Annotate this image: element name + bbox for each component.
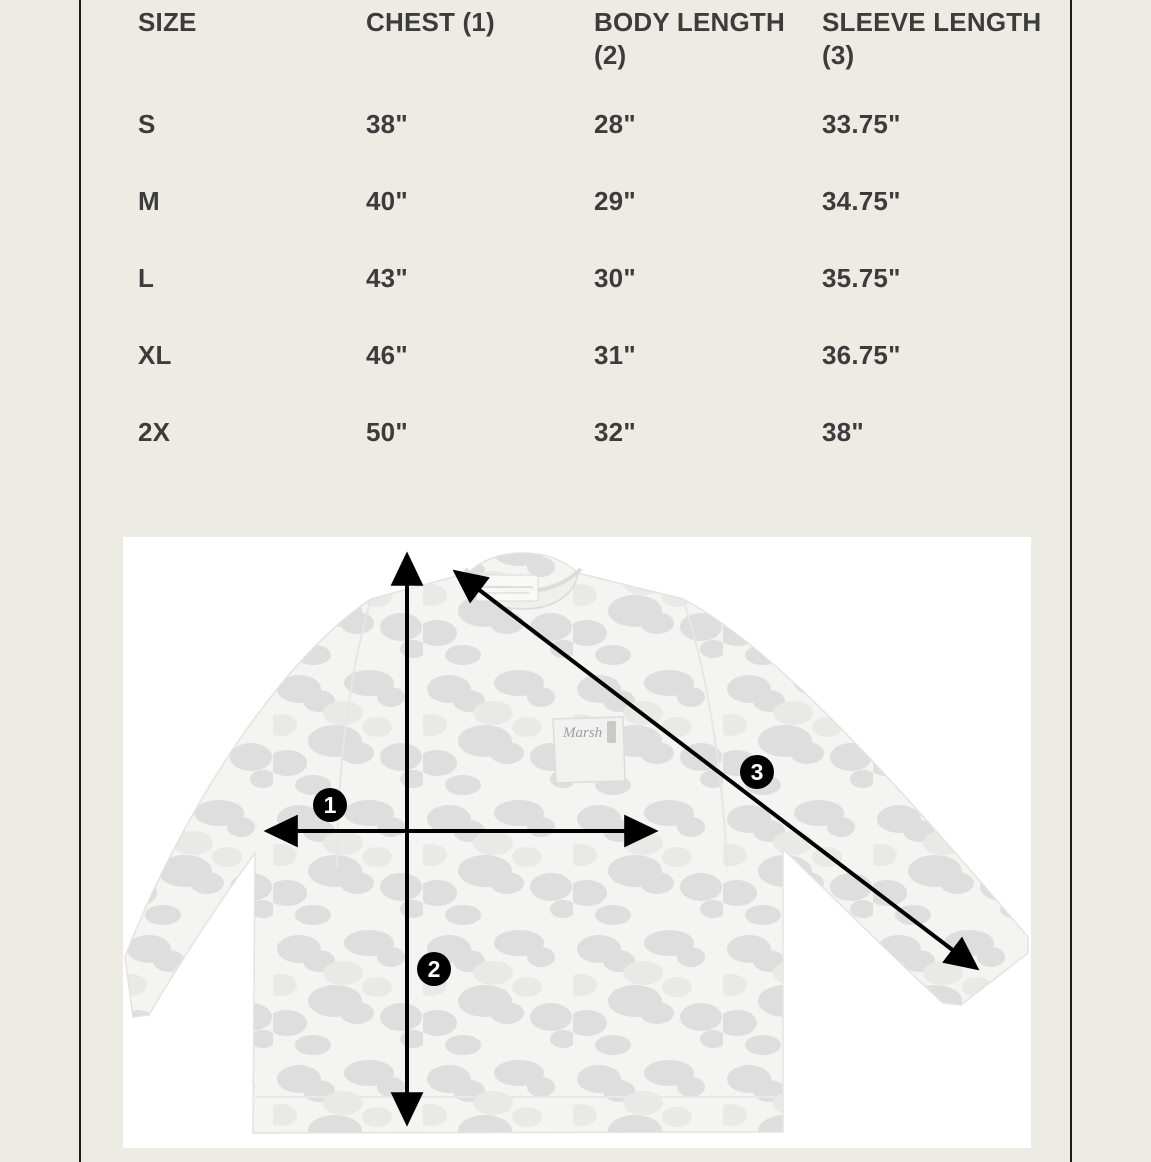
column-header-size: SIZE: [138, 7, 197, 37]
cell-chest: 40": [366, 186, 408, 216]
cell-chest: 43": [366, 263, 408, 293]
cell-size: L: [138, 263, 155, 293]
cell-size: S: [138, 109, 156, 139]
cell-body: 31": [594, 340, 636, 370]
neck-label: [476, 575, 538, 601]
cell-sleeve: 35.75": [822, 263, 901, 293]
table-row: [138, 419, 1058, 445]
cell-size: M: [138, 186, 160, 216]
table-row: [138, 111, 1058, 188]
cell-size: XL: [138, 340, 172, 370]
size-chart-table: [138, 6, 1058, 445]
cell-body: 32": [594, 417, 636, 447]
pocket-brand-label: Marsh: [563, 725, 603, 741]
cell-sleeve: 36.75": [822, 340, 901, 370]
cell-size: 2X: [138, 417, 171, 447]
cell-sleeve: 34.75": [822, 186, 901, 216]
column-header-body-length: BODY LENGTH (2): [594, 7, 785, 70]
cell-chest: 38": [366, 109, 408, 139]
garment-measurement-diagram: [123, 537, 1031, 1148]
cell-chest: 46": [366, 340, 408, 370]
table-header-row: [138, 6, 1058, 111]
column-header-chest: CHEST (1): [366, 7, 495, 37]
cell-sleeve: 38": [822, 417, 864, 447]
cell-sleeve: 33.75": [822, 109, 901, 139]
cell-body: 29": [594, 186, 636, 216]
column-header-sleeve-length: SLEEVE LENGTH (3): [822, 7, 1042, 70]
cell-body: 30": [594, 263, 636, 293]
right-vertical-rule: [1070, 0, 1072, 1162]
cell-body: 28": [594, 109, 636, 139]
callout-label-1: 1: [323, 792, 337, 818]
callout-label-2: 2: [427, 956, 441, 982]
table-row: [138, 342, 1058, 419]
chest-pocket: [553, 717, 625, 783]
cell-chest: 50": [366, 417, 408, 447]
table-row: [138, 188, 1058, 265]
callout-label-3: 3: [750, 759, 764, 785]
size-guide-page: [81, 0, 1070, 1162]
table-row: [138, 265, 1058, 342]
